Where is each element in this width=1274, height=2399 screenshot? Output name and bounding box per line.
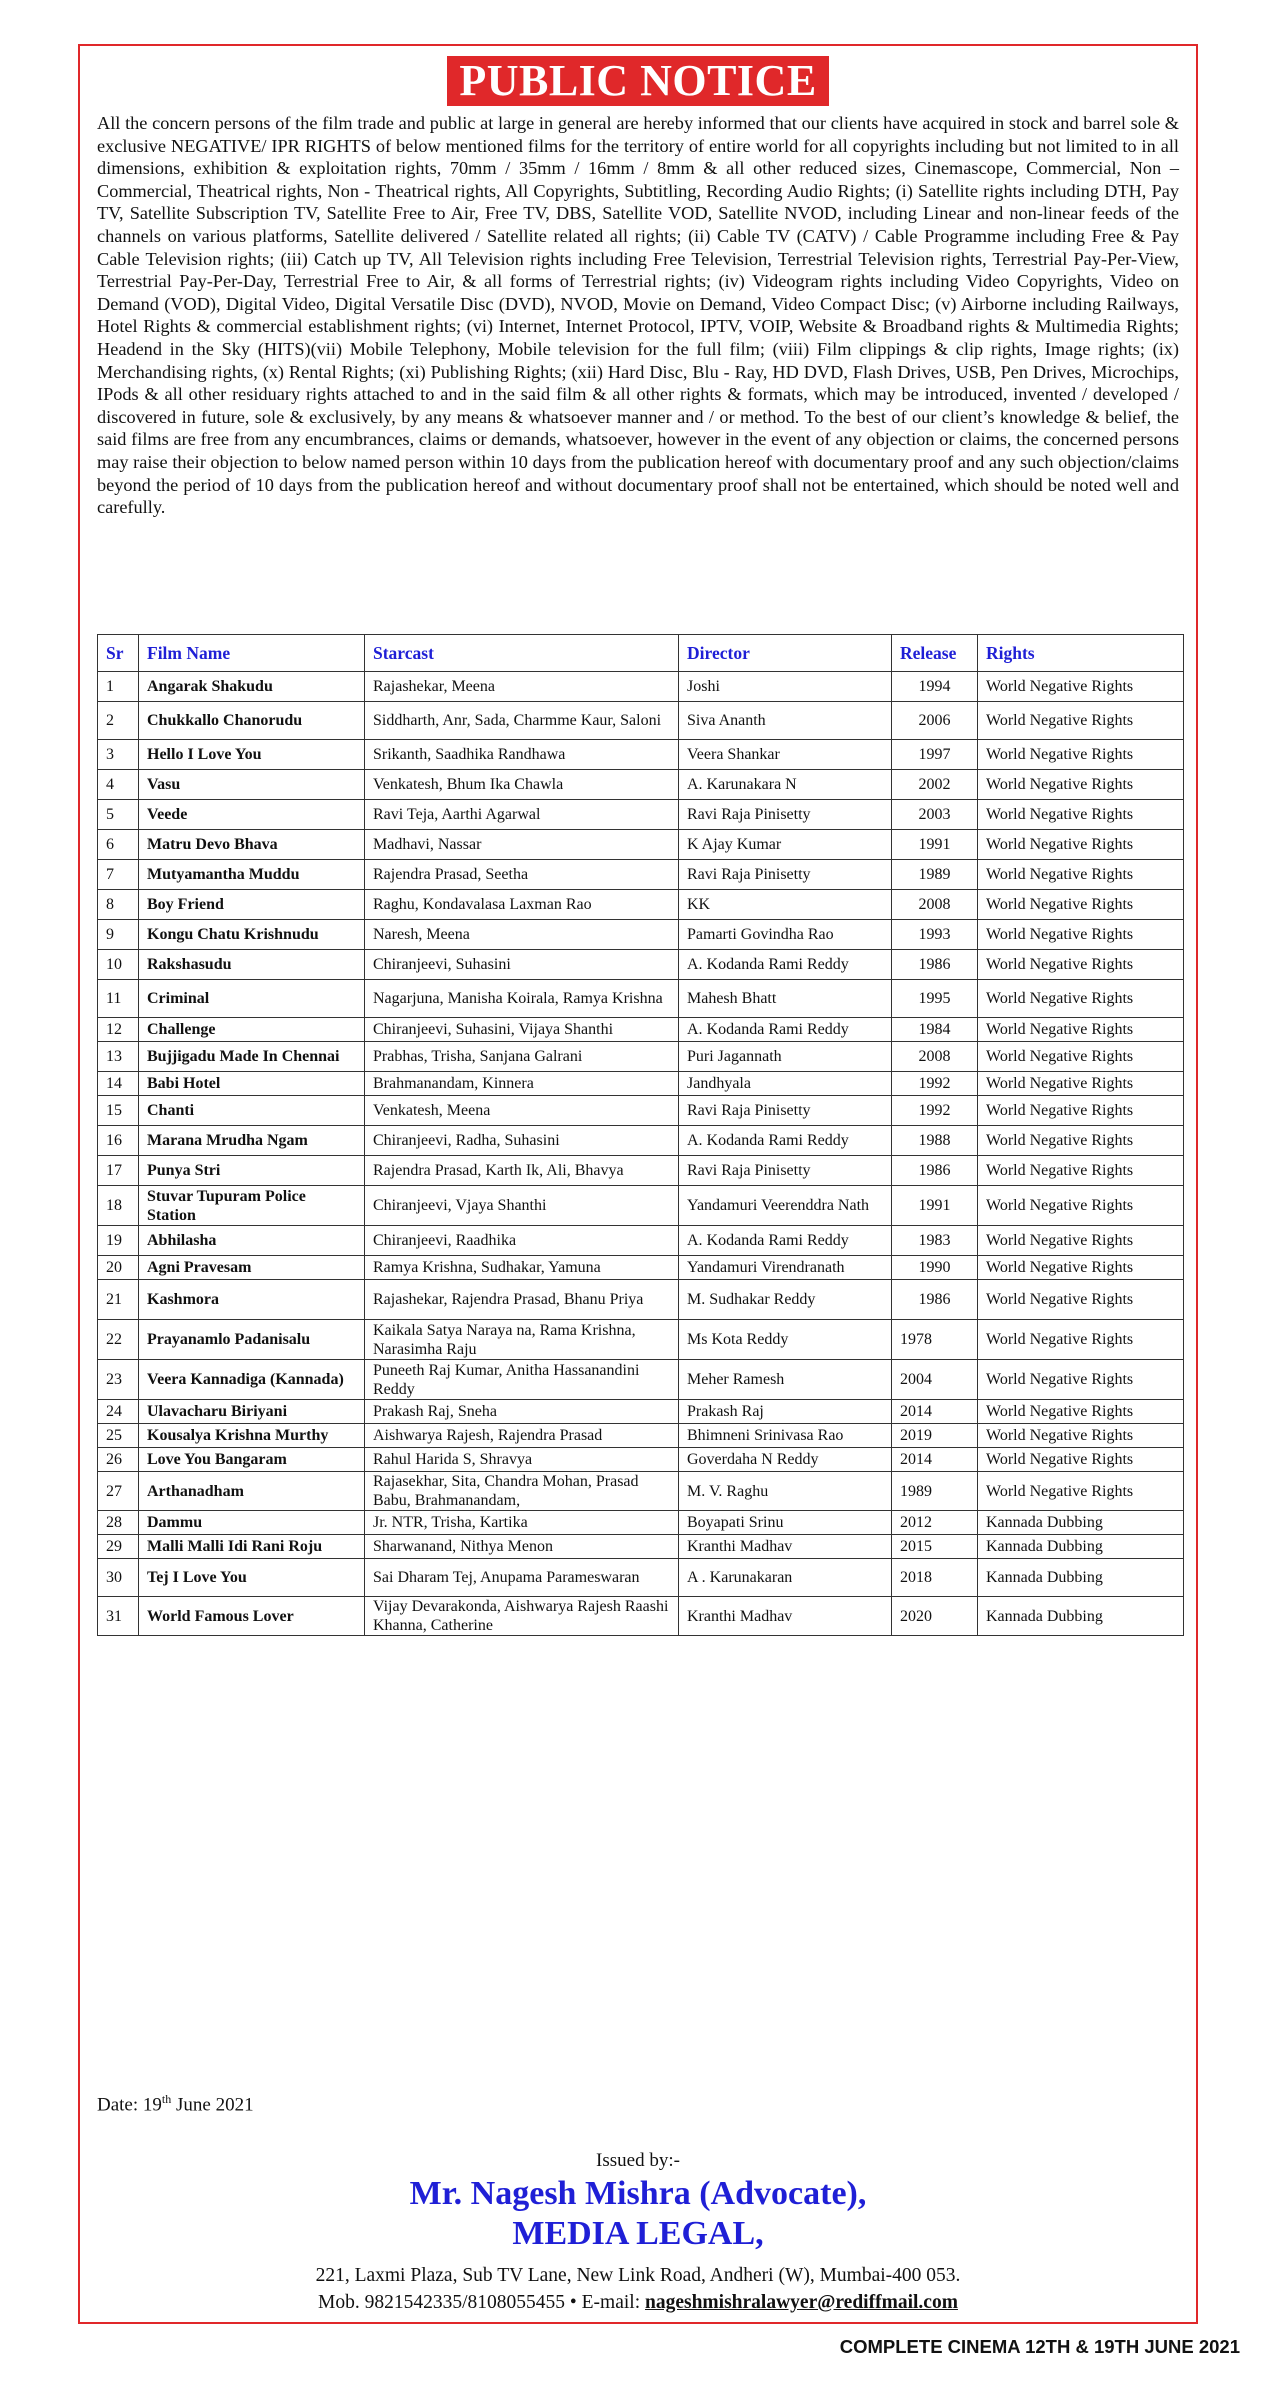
cell-film-name: Arthanadham <box>139 1472 365 1511</box>
issued-by: Issued by:- <box>596 2150 680 2171</box>
cell-director: A. Kodanda Rami Reddy <box>679 1018 892 1042</box>
cell-rights: World Negative Rights <box>978 920 1184 950</box>
date-suffix: June 2021 <box>171 2094 254 2116</box>
cell-director: Jandhyala <box>679 1072 892 1096</box>
cell-director: M. Sudhakar Reddy <box>679 1280 892 1320</box>
table-row <box>98 1559 1184 1597</box>
table-header-row <box>98 635 1184 672</box>
cell-starcast: Jr. NTR, Trisha, Kartika <box>365 1511 679 1535</box>
cell-release: 1984 <box>892 1018 978 1042</box>
cell-release: 1983 <box>892 1226 978 1256</box>
cell-director: KK <box>679 890 892 920</box>
publication-footer: COMPLETE CINEMA 12TH & 19TH JUNE 2021 <box>839 2336 1240 2357</box>
cell-starcast: Kaikala Satya Naraya na, Rama Krishna, Narasimha Raju <box>365 1320 679 1360</box>
table-row <box>98 1256 1184 1280</box>
cell-rights: World Negative Rights <box>978 672 1184 702</box>
cell-rights: World Negative Rights <box>978 1072 1184 1096</box>
cell-rights: World Negative Rights <box>978 1360 1184 1400</box>
table-row <box>98 1072 1184 1096</box>
cell-director: Ravi Raja Pinisetty <box>679 1156 892 1186</box>
cell-sr: 25 <box>98 1424 139 1448</box>
cell-rights: Kannada Dubbing <box>978 1559 1184 1597</box>
cell-starcast: Ravi Teja, Aarthi Agarwal <box>365 800 679 830</box>
cell-film-name: Vasu <box>139 770 365 800</box>
contact-line <box>80 2289 1196 2316</box>
cell-director: A. Kodanda Rami Reddy <box>679 950 892 980</box>
cell-film-name: Rakshasudu <box>139 950 365 980</box>
table-row <box>98 1597 1184 1636</box>
films-table-body <box>98 672 1184 1636</box>
table-row <box>98 890 1184 920</box>
cell-rights: World Negative Rights <box>978 770 1184 800</box>
cell-sr: 13 <box>98 1042 139 1072</box>
table-row <box>98 1400 1184 1424</box>
cell-starcast: Raghu, Kondavalasa Laxman Rao <box>365 890 679 920</box>
cell-starcast: Rajashekar, Meena <box>365 672 679 702</box>
cell-release: 2018 <box>892 1559 978 1597</box>
table-row <box>98 980 1184 1018</box>
table-row <box>98 1226 1184 1256</box>
cell-starcast: Puneeth Raj Kumar, Anitha Hassanandini Reddy <box>365 1360 679 1400</box>
cell-rights: Kannada Dubbing <box>978 1535 1184 1559</box>
cell-starcast: Chiranjeevi, Vjaya Shanthi <box>365 1186 679 1226</box>
cell-director: Kranthi Madhav <box>679 1535 892 1559</box>
cell-sr: 30 <box>98 1559 139 1597</box>
cell-sr: 22 <box>98 1320 139 1360</box>
issuer-email[interactable]: nageshmishralawyer@rediffmail.com <box>645 2292 958 2313</box>
cell-film-name: Matru Devo Bhava <box>139 830 365 860</box>
cell-sr: 14 <box>98 1072 139 1096</box>
cell-release: 2008 <box>892 890 978 920</box>
cell-film-name: Malli Malli Idi Rani Roju <box>139 1535 365 1559</box>
header-director: Director <box>679 635 892 672</box>
cell-director: A . Karunakaran <box>679 1559 892 1597</box>
table-row <box>98 1472 1184 1511</box>
header-film-name: Film Name <box>139 635 365 672</box>
cell-rights: World Negative Rights <box>978 830 1184 860</box>
cell-sr: 7 <box>98 860 139 890</box>
table-row <box>98 950 1184 980</box>
cell-director: Joshi <box>679 672 892 702</box>
issuer-firm: MEDIA LEGAL, <box>512 2215 764 2252</box>
films-table <box>97 634 1184 1636</box>
cell-sr: 12 <box>98 1018 139 1042</box>
table-row <box>98 702 1184 740</box>
cell-director: Siva Ananth <box>679 702 892 740</box>
cell-sr: 4 <box>98 770 139 800</box>
cell-starcast: Rajashekar, Rajendra Prasad, Bhanu Priya <box>365 1280 679 1320</box>
cell-rights: World Negative Rights <box>978 1472 1184 1511</box>
table-row <box>98 830 1184 860</box>
cell-starcast: Aishwarya Rajesh, Rajendra Prasad <box>365 1424 679 1448</box>
cell-director: Ravi Raja Pinisetty <box>679 1096 892 1126</box>
cell-film-name: Chukkallo Chanorudu <box>139 702 365 740</box>
cell-rights: World Negative Rights <box>978 1042 1184 1072</box>
cell-rights: World Negative Rights <box>978 1448 1184 1472</box>
cell-director: Puri Jagannath <box>679 1042 892 1072</box>
table-row <box>98 770 1184 800</box>
table-row <box>98 1096 1184 1126</box>
cell-starcast: Rahul Harida S, Shravya <box>365 1448 679 1472</box>
cell-starcast: Sharwanand, Nithya Menon <box>365 1535 679 1559</box>
contact-block <box>80 2262 1196 2316</box>
cell-rights: World Negative Rights <box>978 1320 1184 1360</box>
cell-starcast: Venkatesh, Bhum Ika Chawla <box>365 770 679 800</box>
table-row <box>98 1156 1184 1186</box>
cell-release: 1992 <box>892 1072 978 1096</box>
cell-starcast: Rajendra Prasad, Seetha <box>365 860 679 890</box>
cell-sr: 6 <box>98 830 139 860</box>
cell-release: 2008 <box>892 1042 978 1072</box>
cell-starcast: Srikanth, Saadhika Randhawa <box>365 740 679 770</box>
cell-release: 1986 <box>892 1280 978 1320</box>
table-row <box>98 1360 1184 1400</box>
cell-starcast: Chiranjeevi, Raadhika <box>365 1226 679 1256</box>
cell-sr: 26 <box>98 1448 139 1472</box>
header-sr: Sr <box>98 635 139 672</box>
notice-date <box>97 2092 254 2116</box>
cell-starcast: Prabhas, Trisha, Sanjana Galrani <box>365 1042 679 1072</box>
table-row <box>98 1042 1184 1072</box>
cell-rights: World Negative Rights <box>978 1186 1184 1226</box>
cell-sr: 19 <box>98 1226 139 1256</box>
table-row <box>98 672 1184 702</box>
cell-director: Bhimneni Srinivasa Rao <box>679 1424 892 1448</box>
cell-film-name: Chanti <box>139 1096 365 1126</box>
cell-rights: World Negative Rights <box>978 1400 1184 1424</box>
table-row <box>98 1535 1184 1559</box>
cell-film-name: Mutyamantha Muddu <box>139 860 365 890</box>
cell-sr: 21 <box>98 1280 139 1320</box>
cell-sr: 3 <box>98 740 139 770</box>
cell-starcast: Madhavi, Nassar <box>365 830 679 860</box>
table-row <box>98 740 1184 770</box>
cell-film-name: Dammu <box>139 1511 365 1535</box>
cell-sr: 1 <box>98 672 139 702</box>
notice-frame <box>78 44 1198 2324</box>
cell-release: 1989 <box>892 860 978 890</box>
cell-director: A. Kodanda Rami Reddy <box>679 1226 892 1256</box>
cell-film-name: Challenge <box>139 1018 365 1042</box>
cell-starcast: Naresh, Meena <box>365 920 679 950</box>
cell-director: Ravi Raja Pinisetty <box>679 860 892 890</box>
cell-starcast: Prakash Raj, Sneha <box>365 1400 679 1424</box>
issuer-name: Mr. Nagesh Mishra (Advocate), <box>409 2175 867 2212</box>
cell-rights: World Negative Rights <box>978 1256 1184 1280</box>
cell-rights: World Negative Rights <box>978 860 1184 890</box>
cell-film-name: Marana Mrudha Ngam <box>139 1126 365 1156</box>
cell-release: 1997 <box>892 740 978 770</box>
cell-rights: World Negative Rights <box>978 740 1184 770</box>
cell-rights: Kannada Dubbing <box>978 1511 1184 1535</box>
cell-film-name: Abhilasha <box>139 1226 365 1256</box>
cell-director: Yandamuri Virendranath <box>679 1256 892 1280</box>
cell-director: Prakash Raj <box>679 1400 892 1424</box>
cell-release: 1995 <box>892 980 978 1018</box>
cell-starcast: Chiranjeevi, Suhasini <box>365 950 679 980</box>
cell-sr: 16 <box>98 1126 139 1156</box>
issuer-block <box>80 2174 1196 2254</box>
cell-release: 1991 <box>892 1186 978 1226</box>
notice-body: All the concern persons of the film trade and public at large in general are hereby informed that our clients have acquired in stock and barrel sole & exclusive NEGATIVE/ IPR RIGHTS of below mentioned films for the territory of entire world for all copyrights including but not limited to in all dimensions, exhibition & exploitation rights, 70mm / 35mm / 16mm / 8mm & all other reduced sizes, Cinemascope, Commercial, Non – Commercial, Theatrical rights, Non - Theatrical rights, All Copyrights, Subtitling, Recording Audio Rights; (i) Satellite rights including DTH, Pay TV, Satellite Subscription TV, Satellite Free to Air, Free TV, DBS, Satellite VOD, Satellite NVOD, including Linear and non-linear feeds of the channels on various platforms, Satellite delivered / Satellite related all rights; (ii) Cable TV (CATV) / Cable Programme including Free & Pay Cable Television rights; (iii) Catch up TV, All Television rights including Free Television, Terrestrial Television rights, Terrestrial Pay-Per-View, Terrestrial Pay-Per-Day, Terrestrial Free to Air, & all forms of Terrestrial rights; (iv) Videogram rights including Video Copyrights, Video on Demand (VOD), Digital Video, Digital Versatile Disc (DVD), NVOD, Movie on Demand, Video Compact Disc; (v) Airborne including Railways, Hotel Rights & commercial establishment rights; (vi) Internet, Internet Protocol, IPTV, VOIP, Website & Broadband rights & Multimedia Rights; Headend in the Sky (HITS)(vii) Mobile Telephony, Mobile television for the full film; (viii) Film clippings & clip rights, Image rights; (ix) Merchandising rights, (x) Rental Rights; (xi) Publishing Rights; (xii) Hard Disc, Blu - Ray, HD DVD, Flash Drives, USB, Pen Drives, Microchips, IPods & all other residuary rights attached to and in the said film & all other rights & formats, which may be introduced, invented / developed / discovered in future, sole & exclusively, by any means & whatsoever manner and / or method. To the best of our client’s knowledge & belief, the said films are free from any encumbrances, claims or demands, whatsoever, however in the event of any objection or claims, the concerned persons may raise their objection to below named person within 10 days from the publication hereof with documentary proof and any such objection/claims beyond the period of 10 days from the publication hereof and without documentary proof shall not be entertained, which should be noted well and carefully. <box>97 113 1179 518</box>
cell-sr: 23 <box>98 1360 139 1400</box>
table-row <box>98 1186 1184 1226</box>
cell-rights: World Negative Rights <box>978 1018 1184 1042</box>
cell-starcast: Ramya Krishna, Sudhakar, Yamuna <box>365 1256 679 1280</box>
cell-release: 1986 <box>892 1156 978 1186</box>
cell-sr: 8 <box>98 890 139 920</box>
cell-sr: 10 <box>98 950 139 980</box>
cell-rights: World Negative Rights <box>978 1424 1184 1448</box>
cell-director: Yandamuri Veerenddra Nath <box>679 1186 892 1226</box>
cell-release: 1991 <box>892 830 978 860</box>
cell-director: A. Karunakara N <box>679 770 892 800</box>
cell-director: Veera Shankar <box>679 740 892 770</box>
cell-release: 2002 <box>892 770 978 800</box>
cell-release: 1994 <box>892 672 978 702</box>
cell-director: Kranthi Madhav <box>679 1597 892 1636</box>
cell-starcast: Chiranjeevi, Suhasini, Vijaya Shanthi <box>365 1018 679 1042</box>
cell-starcast: Nagarjuna, Manisha Koirala, Ramya Krishna <box>365 980 679 1018</box>
header-rights: Rights <box>978 635 1184 672</box>
cell-film-name: Angarak Shakudu <box>139 672 365 702</box>
cell-rights: World Negative Rights <box>978 1126 1184 1156</box>
cell-release: 1989 <box>892 1472 978 1511</box>
cell-release: 1990 <box>892 1256 978 1280</box>
table-row <box>98 1320 1184 1360</box>
cell-rights: World Negative Rights <box>978 1280 1184 1320</box>
cell-release: 2006 <box>892 702 978 740</box>
cell-rights: World Negative Rights <box>978 890 1184 920</box>
cell-release: 2014 <box>892 1400 978 1424</box>
cell-director: M. V. Raghu <box>679 1472 892 1511</box>
cell-film-name: Veera Kannadiga (Kannada) <box>139 1360 365 1400</box>
cell-director: Ms Kota Reddy <box>679 1320 892 1360</box>
cell-starcast: Chiranjeevi, Radha, Suhasini <box>365 1126 679 1156</box>
cell-starcast: Rajasekhar, Sita, Chandra Mohan, Prasad Babu, Brahmanandam, <box>365 1472 679 1511</box>
table-row <box>98 1280 1184 1320</box>
cell-film-name: Kashmora <box>139 1280 365 1320</box>
cell-starcast: Vijay Devarakonda, Aishwarya Rajesh Raashi Khanna, Catherine <box>365 1597 679 1636</box>
header-release: Release <box>892 635 978 672</box>
date-sup: th <box>161 2092 172 2106</box>
cell-sr: 15 <box>98 1096 139 1126</box>
cell-film-name: Kousalya Krishna Murthy <box>139 1424 365 1448</box>
cell-rights: World Negative Rights <box>978 980 1184 1018</box>
cell-starcast: Sai Dharam Tej, Anupama Parameswaran <box>365 1559 679 1597</box>
cell-sr: 11 <box>98 980 139 1018</box>
cell-director: Boyapati Srinu <box>679 1511 892 1535</box>
header-starcast: Starcast <box>365 635 679 672</box>
cell-sr: 29 <box>98 1535 139 1559</box>
table-row <box>98 1448 1184 1472</box>
table-row <box>98 1018 1184 1042</box>
cell-director: Pamarti Govindha Rao <box>679 920 892 950</box>
table-row <box>98 1424 1184 1448</box>
cell-starcast: Siddharth, Anr, Sada, Charmme Kaur, Saloni <box>365 702 679 740</box>
table-row <box>98 1511 1184 1535</box>
cell-film-name: Love You Bangaram <box>139 1448 365 1472</box>
cell-release: 2014 <box>892 1448 978 1472</box>
cell-release: 2020 <box>892 1597 978 1636</box>
issuer-address: 221, Laxmi Plaza, Sub TV Lane, New Link Road, Andheri (W), Mumbai-400 053. <box>315 2265 961 2286</box>
cell-film-name: Ulavacharu Biriyani <box>139 1400 365 1424</box>
cell-sr: 18 <box>98 1186 139 1226</box>
cell-rights: World Negative Rights <box>978 800 1184 830</box>
cell-film-name: Criminal <box>139 980 365 1018</box>
cell-rights: World Negative Rights <box>978 1096 1184 1126</box>
cell-director: K Ajay Kumar <box>679 830 892 860</box>
cell-sr: 17 <box>98 1156 139 1186</box>
cell-starcast: Brahmanandam, Kinnera <box>365 1072 679 1096</box>
cell-starcast: Rajendra Prasad, Karth Ik, Ali, Bhavya <box>365 1156 679 1186</box>
issuer-phone: Mob. 9821542335/8108055455 • E-mail: <box>318 2292 645 2313</box>
cell-rights: World Negative Rights <box>978 950 1184 980</box>
cell-film-name: Stuvar Tupuram Police Station <box>139 1186 365 1226</box>
cell-sr: 27 <box>98 1472 139 1511</box>
cell-director: Ravi Raja Pinisetty <box>679 800 892 830</box>
cell-rights: Kannada Dubbing <box>978 1597 1184 1636</box>
cell-release: 1978 <box>892 1320 978 1360</box>
table-row <box>98 1126 1184 1156</box>
cell-sr: 31 <box>98 1597 139 1636</box>
cell-director: A. Kodanda Rami Reddy <box>679 1126 892 1156</box>
date-prefix: Date: 19 <box>97 2094 162 2116</box>
cell-release: 1992 <box>892 1096 978 1126</box>
table-row <box>98 860 1184 890</box>
cell-director: Goverdaha N Reddy <box>679 1448 892 1472</box>
cell-release: 2015 <box>892 1535 978 1559</box>
cell-release: 2012 <box>892 1511 978 1535</box>
table-row <box>98 800 1184 830</box>
cell-film-name: Tej I Love You <box>139 1559 365 1597</box>
cell-starcast: Venkatesh, Meena <box>365 1096 679 1126</box>
cell-sr: 9 <box>98 920 139 950</box>
cell-film-name: Punya Stri <box>139 1156 365 1186</box>
cell-release: 2004 <box>892 1360 978 1400</box>
cell-rights: World Negative Rights <box>978 1226 1184 1256</box>
cell-sr: 28 <box>98 1511 139 1535</box>
cell-film-name: Veede <box>139 800 365 830</box>
cell-rights: World Negative Rights <box>978 702 1184 740</box>
cell-release: 1993 <box>892 920 978 950</box>
cell-sr: 24 <box>98 1400 139 1424</box>
cell-film-name: World Famous Lover <box>139 1597 365 1636</box>
cell-release: 2003 <box>892 800 978 830</box>
cell-film-name: Boy Friend <box>139 890 365 920</box>
cell-sr: 20 <box>98 1256 139 1280</box>
cell-director: Mahesh Bhatt <box>679 980 892 1018</box>
cell-release: 2019 <box>892 1424 978 1448</box>
notice-title: PUBLIC NOTICE <box>447 56 828 106</box>
cell-sr: 2 <box>98 702 139 740</box>
cell-film-name: Hello I Love You <box>139 740 365 770</box>
cell-film-name: Kongu Chatu Krishnudu <box>139 920 365 950</box>
cell-film-name: Babi Hotel <box>139 1072 365 1096</box>
title-wrap <box>80 56 1196 106</box>
cell-rights: World Negative Rights <box>978 1156 1184 1186</box>
table-row <box>98 920 1184 950</box>
cell-release: 1988 <box>892 1126 978 1156</box>
cell-film-name: Bujjigadu Made In Chennai <box>139 1042 365 1072</box>
cell-director: Meher Ramesh <box>679 1360 892 1400</box>
cell-film-name: Agni Pravesam <box>139 1256 365 1280</box>
cell-sr: 5 <box>98 800 139 830</box>
cell-release: 1986 <box>892 950 978 980</box>
cell-film-name: Prayanamlo Padanisalu <box>139 1320 365 1360</box>
